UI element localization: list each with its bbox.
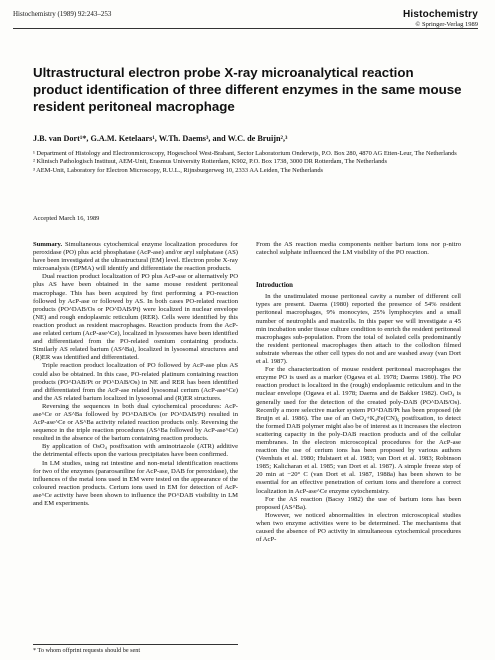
summary-paragraph-2: Dual reaction product localization of PO plus AcP-ase or alternatively PO plus AS have been obtained in the same mouse resident peritoneal macrophage. This has been acquired by first performing a PO-reaction followed by AcP-ase or followed by AS. In both cases PO-related reaction products (PO^DAB/Os or PO^DAB/Pt) were localized in nuclear envelope (NE) and rough endoplasmic reticulum (RER). Cells were identified by this reaction product as resident macrophages. Reaction products from the AcP-ase related cerium (AcP-ase^Ce), localized in lysosomes have been identified and differentiated from the PO-related osmium containing products. Similarly AS related barium (AS^Ba), localized in lysosomal structures and (R)ER was identified and differentiated. xyxy=(33,273,238,362)
intro-paragraph-3: For the AS reaction (Bacsy 1982) the use of barium ions has been proposed (AS^Ba). xyxy=(256,495,461,511)
intro-paragraph-2: For the characterization of mouse resident peritoneal macrophages the enzyme PO is used as a marker (Ogawa et al. 1978; Daems 1980). The PO reaction product is localized in the (rough) endoplasmic reticulum and in the nuclear envelope (Ogawa et al. 1978; Daems and de Bakker 1982). OsO₄ is generally used for the detection of the created poly-DAB (PO^DAB/Os). Recently a more selective marker system PO^DAB/Pt has been proposed (de Bruijn et al. 1986). The use of an OsO₄+K₄Fe(CN)₆ postfixation, to detect the formed DAB polymer might also be of interest as it increases the electron scattering capacity in the poly-DAB reaction products and of the cellular membranes. In the electron microscopical procedures for the AcP-ase reaction the use of cerium ions has been proposed by various authors (Veenhuis et al. 1980; Hulstaert et al. 1983; van Dort et al. 1983; Robinson 1985; Kalicharan et al. 1985; van Dort et al. 1987). A simple freeze step of 20 min at −20° C (van Dort et al. 1987, 1988a) has been shown to be essential for an effective penetration of cerium ions and therefore a correct localization in AcP-ase^Ce enzyme cytochemistry. xyxy=(256,366,461,495)
header-rule xyxy=(13,28,478,29)
summary-paragraph-7: From the AS reaction media components neither barium ions nor p-nitro catechol sulphate influenced the LM visibility of the PO reaction. xyxy=(256,241,461,257)
summary-paragraph-3: Triple reaction product localization of PO followed by AcP-ase plus AS could also be obtained. In this case, PO-related platinum containing reaction products (PO^DAB/Pt or PO^DAB/Os) in NE and RER has been identified and differentiated from the AcP-ase related lysosomal cerium (AcP-ase^Ce) and the AS related barium localized in lysosomal and (R)ER structures. xyxy=(33,362,238,402)
summary-paragraph-4: Reversing the sequences in both dual cytochemical procedures: AcP-ase^Ce or AS^Ba followed by PO^DAB/Os (or PO^DAB/Pt) resulted in AcP-ase^Ce or AS^Ba activity related reaction products only. Reversing the sequence in the triple reaction procedures (AS^Ba followed by AcP-ase^Ce) resulted in the absence of the barium containing reaction products. xyxy=(33,402,238,443)
intro-paragraph-1: In the unstimulated mouse peritoneal cavity a number of different cell types are present. Daems (1980) reported the presence of 54% resident peritoneal macrophages, 9% monocytes, 25% lymphocytes and a small number of neutrophils and mastcells. In this paper we will investigate a 45 min incubation under tissue culture condition to enrich the resident peritoneal macrophages sub-population. From the total of isolated cells predominantly the resident peritoneal macrophages then attach to the collodion filmed substrate whereas the other cell types do not and are washed away (van Dort et al. 1987). xyxy=(256,293,461,366)
accepted-date: Accepted March 16, 1989 xyxy=(33,215,100,222)
summary-paragraph-1 xyxy=(33,241,238,273)
footnote: * To whom offprint requests should be sent xyxy=(33,644,238,654)
introduction-heading: Introduction xyxy=(256,282,293,290)
summary-label: Summary. xyxy=(33,241,63,248)
author-list: J.B. van Dort¹*, G.A.M. Ketelaars¹, W.Th. Daems³, and W.C. de Bruijn²,³ xyxy=(33,134,288,143)
left-column xyxy=(33,241,238,508)
summary-paragraph-6: In LM studies, using rat intestine and non-metal identification reactions for two of the enzymes (pararosaniline for AcP-ase, DAB for peroxidase), the influences of the metal ions used in EM were tested on the appearance of the coloured reaction products. Cerium ions used in EM for detection of AcP-ase^Ce activity have been shown to influence the PO^DAB visibility in LM and EM experiments. xyxy=(33,459,238,507)
paper-title: Ultrastructural electron probe X-ray microanalytical reaction product identification of three different enzymes in the same mouse resident peritoneal macrophage xyxy=(33,65,462,114)
summary-text-1: Simultaneous cytochemical enzyme localization procedures for peroxidase (PO) plus acid phosphatase (AcP-ase) and/or aryl sulphatase (AS) have been investigated at the ultrastructural (EM) level. Electron probe X-ray microanalysis (EPMA) will identify and differentiate the reaction products. xyxy=(33,241,238,273)
affiliation-2: ² Klinisch Pathologisch Instituut, AEM-Unit, Erasmus University Rotterdam, K902, P.O. Box 1738, 3000 DR Rotterdam, The Netherlands xyxy=(33,158,387,166)
right-column xyxy=(256,241,461,544)
affiliations xyxy=(33,150,473,175)
affiliation-3: ³ AEM-Unit, Laboratory for Electron Microscopy, R.U.L., Rijnsburgerweg 10, 2333 AA Leiden, The Netherlands xyxy=(33,166,324,174)
journal-citation: Histochemistry (1989) 92:243–253 xyxy=(13,10,112,18)
journal-name: Histochemistry xyxy=(402,9,478,20)
journal-header xyxy=(403,9,478,28)
summary-paragraph-5: By application of OsO₄ postfixation with aminotriazole (ATR) additive the detrimental effects upon the various precipitates have been confirmed. xyxy=(33,443,238,459)
intro-paragraph-4: However, we noticed abnormalities in electron microscopical studies when two enzyme activities were to be determined. The mechanisms that caused the absence of PO activity in simultaneous cytochemical procedures of AcP- xyxy=(256,511,461,544)
copyright-line: © Springer-Verlag 1989 xyxy=(415,21,478,28)
affiliation-1: ¹ Department of Histology and Electronmicroscopy, Hogeschool West-Brabant, Sector Laboratorium Onderwijs, P.O. Box 280, 4870 AG Etten-Leur, The Netherlands xyxy=(33,150,457,157)
